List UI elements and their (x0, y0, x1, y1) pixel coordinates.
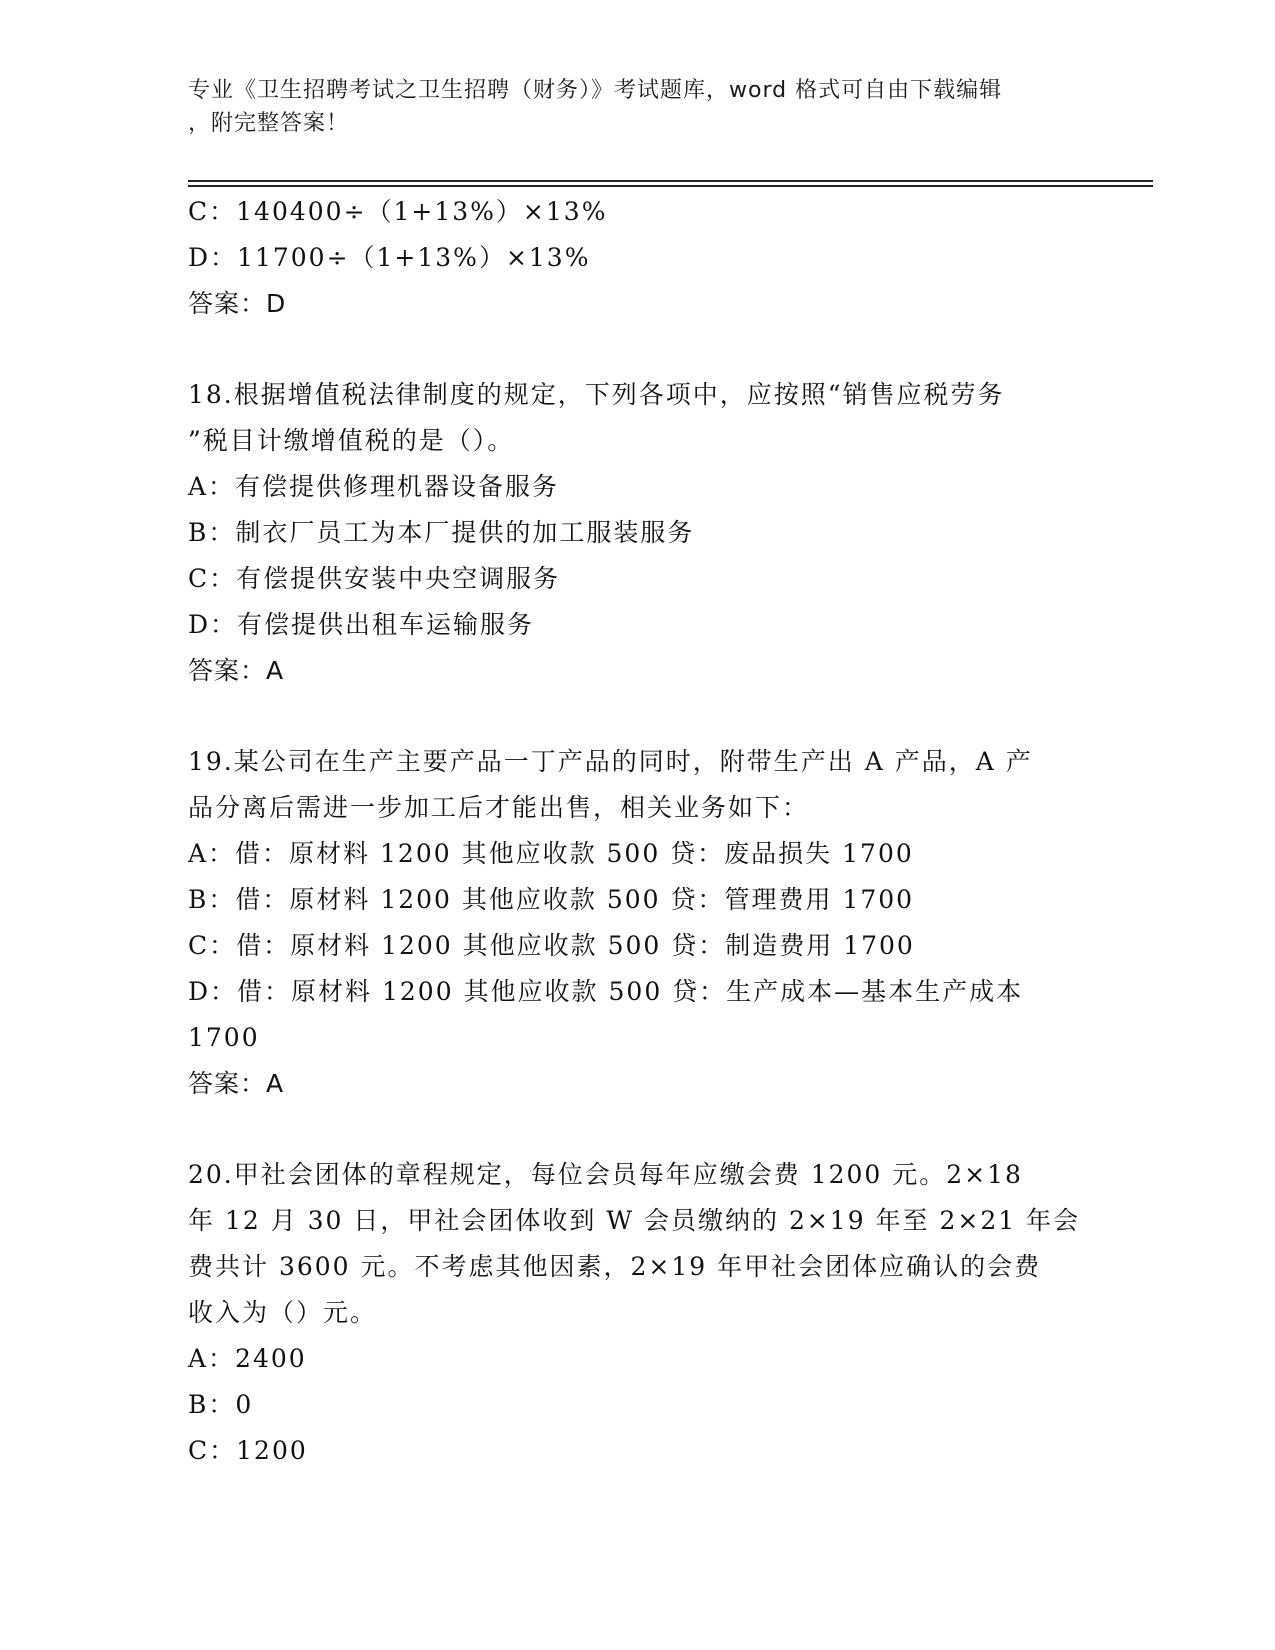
q17-option-d: D：11700÷（1+13%）×13% (188, 243, 591, 272)
question-20 (188, 1152, 1081, 1474)
q19-option-d-line-1: D：借：原材料 1200 其他应收款 500 贷：生产成本—基本生产成本 (188, 977, 1024, 1006)
q20-option-a: A：2400 (188, 1344, 307, 1373)
q18-answer: 答案：A (188, 656, 285, 685)
q18-stem-line-1: 18.根据增值税法律制度的规定，下列各项中，应按照“销售应税劳务 (188, 380, 1005, 409)
spacer (188, 694, 1068, 739)
q19-option-b: B：借：原材料 1200 其他应收款 500 贷：管理费用 1700 (188, 885, 915, 914)
header-rule-top (188, 180, 1153, 182)
q19-option-d-line-2: 1700 (188, 1023, 260, 1052)
header-line-1: 专业《卫生招聘考试之卫生招聘（财务）》考试题库，word 格式可自由下载编辑 (188, 78, 1003, 103)
question-18 (188, 372, 1068, 694)
q17-answer: 答案：D (188, 289, 287, 318)
q19-stem-line-2: 品分离后需进一步加工后才能出售，相关业务如下： (188, 793, 810, 822)
q19-option-c: C：借：原材料 1200 其他应收款 500 贷：制造费用 1700 (188, 931, 915, 960)
q20-option-c: C：1200 (188, 1436, 308, 1465)
spacer (188, 1107, 1068, 1152)
question-17 (188, 189, 1068, 327)
q18-option-a: A：有偿提供修理机器设备服务 (188, 472, 560, 501)
q20-stem-line-1: 20.甲社会团体的章程规定，每位会员每年应缴会费 1200 元。2×18 (188, 1160, 1023, 1189)
q17-option-c: C：140400÷（1+13%）×13% (188, 197, 608, 226)
header-rule-bottom (188, 185, 1153, 187)
q20-stem-line-4: 收入为（）元。 (188, 1298, 378, 1327)
q19-option-a: A：借：原材料 1200 其他应收款 500 贷：废品损失 1700 (188, 839, 914, 868)
q20-stem-line-3: 费共计 3600 元。不考虑其他因素，2×19 年甲社会团体应确认的会费 (188, 1252, 1042, 1281)
question-19 (188, 739, 1068, 1107)
q18-option-b: B：制衣厂员工为本厂提供的加工服装服务 (188, 518, 695, 547)
spacer (188, 327, 1068, 372)
q19-answer: 答案：A (188, 1069, 285, 1098)
q19-stem-line-1: 19.某公司在生产主要产品一丁产品的同时，附带生产出 A 产品，A 产 (188, 747, 1033, 776)
q18-stem-line-2: ”税目计缴增值税的是（）。 (188, 426, 515, 455)
q18-option-c: C：有偿提供安装中央空调服务 (188, 564, 561, 593)
page-header (188, 74, 1068, 140)
q20-option-b: B：0 (188, 1390, 254, 1419)
q20-stem-line-2: 年 12 月 30 日，甲社会团体收到 W 会员缴纳的 2×19 年至 2×21 年会 (188, 1206, 1081, 1235)
header-line-2: ，附完整答案！ (188, 111, 350, 136)
q18-option-d: D：有偿提供出租车运输服务 (188, 610, 535, 639)
question-content (188, 189, 1081, 1474)
